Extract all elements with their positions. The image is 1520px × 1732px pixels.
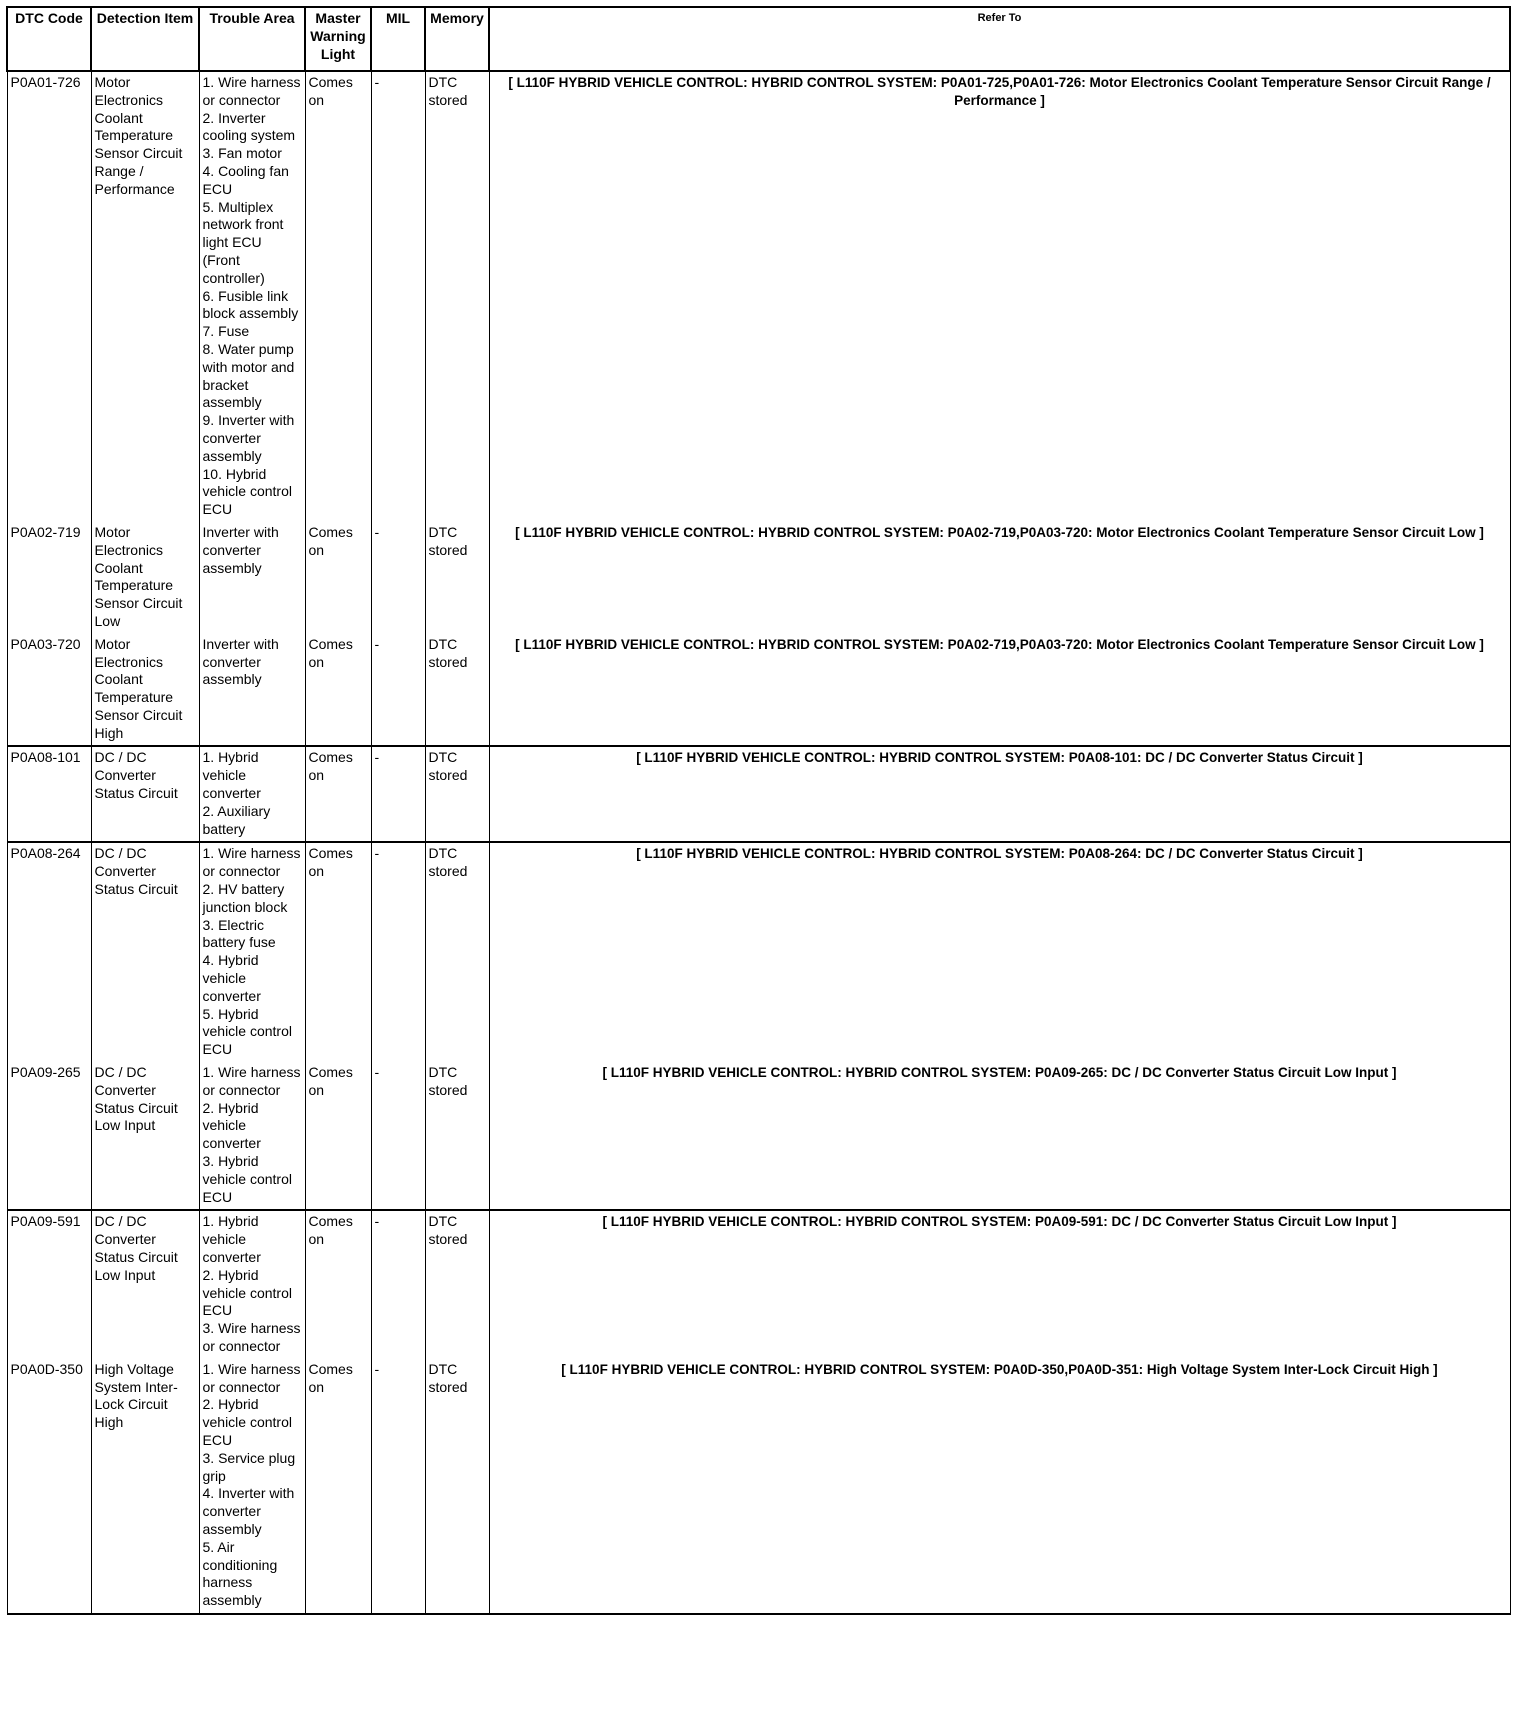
detection-item-cell: Motor Electronics Coolant Temperature Sensor Circuit Range / Performance <box>91 71 199 522</box>
master-warning-light-cell: Comes on <box>305 1062 371 1210</box>
dtc-code-cell: P0A08-264 <box>7 842 91 1062</box>
memory-cell: DTC stored <box>425 746 489 842</box>
dtc-code-cell: P0A01-726 <box>7 71 91 522</box>
detection-item-cell: Motor Electronics Coolant Temperature Sensor Circuit High <box>91 634 199 747</box>
memory-cell: DTC stored <box>425 71 489 522</box>
trouble-area-cell: 1. Wire harness or connector 2. Inverter cooling system 3. Fan motor 4. Cooling fan ECU 5. Multiplex network front light ECU (Front controller) 6. Fusible link block assembly 7. Fuse 8. Water pump with motor and bracket assembly 9. Inverter with converter assembly 10. Hybrid vehicle control ECU <box>199 71 305 522</box>
master-warning-light-cell: Comes on <box>305 71 371 522</box>
dtc-table <box>6 6 1511 1615</box>
header-detection-item: Detection Item <box>91 7 199 71</box>
detection-item-cell: High Voltage System Inter-Lock Circuit High <box>91 1359 199 1614</box>
refer-to-link[interactable]: [ L110F HYBRID VEHICLE CONTROL: HYBRID CONTROL SYSTEM: P0A02-719,P0A03-720: Motor Electronics Coolant Temperature Sensor Circuit Low ] <box>489 522 1510 634</box>
header-dtc-code: DTC Code <box>7 7 91 71</box>
mil-cell: - <box>371 842 425 1062</box>
dtc-code-cell: P0A03-720 <box>7 634 91 747</box>
header-trouble-area: Trouble Area <box>199 7 305 71</box>
dtc-code-cell: P0A08-101 <box>7 746 91 842</box>
refer-to-link[interactable]: [ L110F HYBRID VEHICLE CONTROL: HYBRID CONTROL SYSTEM: P0A02-719,P0A03-720: Motor Electronics Coolant Temperature Sensor Circuit Low ] <box>489 634 1510 747</box>
refer-to-link[interactable]: [ L110F HYBRID VEHICLE CONTROL: HYBRID CONTROL SYSTEM: P0A01-725,P0A01-726: Motor Electronics Coolant Temperature Sensor Circuit Range / Performance ] <box>489 71 1510 522</box>
mil-cell: - <box>371 1359 425 1614</box>
table-row <box>7 634 1510 747</box>
dtc-code-cell: P0A09-591 <box>7 1210 91 1358</box>
mil-cell: - <box>371 522 425 634</box>
dtc-code-cell: P0A09-265 <box>7 1062 91 1210</box>
mil-cell: - <box>371 71 425 522</box>
table-row <box>7 1359 1510 1614</box>
mil-cell: - <box>371 746 425 842</box>
trouble-area-cell: Inverter with converter assembly <box>199 634 305 747</box>
detection-item-cell: DC / DC Converter Status Circuit Low Input <box>91 1210 199 1358</box>
master-warning-light-cell: Comes on <box>305 634 371 747</box>
memory-cell: DTC stored <box>425 1062 489 1210</box>
trouble-area-cell: Inverter with converter assembly <box>199 522 305 634</box>
table-row <box>7 522 1510 634</box>
trouble-area-cell: 1. Hybrid vehicle converter 2. Hybrid vehicle control ECU 3. Wire harness or connector <box>199 1210 305 1358</box>
header-refer-to: Refer To <box>489 7 1510 71</box>
dtc-code-cell: P0A02-719 <box>7 522 91 634</box>
refer-to-link[interactable]: [ L110F HYBRID VEHICLE CONTROL: HYBRID CONTROL SYSTEM: P0A09-591: DC / DC Converter Status Circuit Low Input ] <box>489 1210 1510 1358</box>
master-warning-light-cell: Comes on <box>305 1359 371 1614</box>
memory-cell: DTC stored <box>425 634 489 747</box>
trouble-area-cell: 1. Hybrid vehicle converter 2. Auxiliary battery <box>199 746 305 842</box>
refer-to-link[interactable]: [ L110F HYBRID VEHICLE CONTROL: HYBRID CONTROL SYSTEM: P0A08-264: DC / DC Converter Status Circuit ] <box>489 842 1510 1062</box>
memory-cell: DTC stored <box>425 1210 489 1358</box>
header-master-warning-light: Master Warning Light <box>305 7 371 71</box>
trouble-area-cell: 1. Wire harness or connector 2. Hybrid vehicle control ECU 3. Service plug grip 4. Inverter with converter assembly 5. Air conditioning harness assembly <box>199 1359 305 1614</box>
table-row <box>7 1062 1510 1210</box>
refer-to-link[interactable]: [ L110F HYBRID VEHICLE CONTROL: HYBRID CONTROL SYSTEM: P0A0D-350,P0A0D-351: High Voltage System Inter-Lock Circuit High ] <box>489 1359 1510 1614</box>
detection-item-cell: DC / DC Converter Status Circuit Low Input <box>91 1062 199 1210</box>
memory-cell: DTC stored <box>425 1359 489 1614</box>
master-warning-light-cell: Comes on <box>305 1210 371 1358</box>
dtc-code-cell: P0A0D-350 <box>7 1359 91 1614</box>
table-row <box>7 1210 1510 1358</box>
memory-cell: DTC stored <box>425 522 489 634</box>
trouble-area-cell: 1. Wire harness or connector 2. Hybrid vehicle converter 3. Hybrid vehicle control ECU <box>199 1062 305 1210</box>
header-memory: Memory <box>425 7 489 71</box>
table-row <box>7 746 1510 842</box>
master-warning-light-cell: Comes on <box>305 522 371 634</box>
table-row <box>7 71 1510 522</box>
master-warning-light-cell: Comes on <box>305 842 371 1062</box>
detection-item-cell: DC / DC Converter Status Circuit <box>91 746 199 842</box>
mil-cell: - <box>371 1210 425 1358</box>
header-mil: MIL <box>371 7 425 71</box>
mil-cell: - <box>371 1062 425 1210</box>
table-row <box>7 842 1510 1062</box>
detection-item-cell: DC / DC Converter Status Circuit <box>91 842 199 1062</box>
trouble-area-cell: 1. Wire harness or connector 2. HV battery junction block 3. Electric battery fuse 4. Hybrid vehicle converter 5. Hybrid vehicle control ECU <box>199 842 305 1062</box>
detection-item-cell: Motor Electronics Coolant Temperature Sensor Circuit Low <box>91 522 199 634</box>
mil-cell: - <box>371 634 425 747</box>
dtc-table-sheet <box>6 6 1509 1615</box>
refer-to-link[interactable]: [ L110F HYBRID VEHICLE CONTROL: HYBRID CONTROL SYSTEM: P0A08-101: DC / DC Converter Status Circuit ] <box>489 746 1510 842</box>
table-header-row <box>7 7 1510 71</box>
master-warning-light-cell: Comes on <box>305 746 371 842</box>
memory-cell: DTC stored <box>425 842 489 1062</box>
refer-to-link[interactable]: [ L110F HYBRID VEHICLE CONTROL: HYBRID CONTROL SYSTEM: P0A09-265: DC / DC Converter Status Circuit Low Input ] <box>489 1062 1510 1210</box>
